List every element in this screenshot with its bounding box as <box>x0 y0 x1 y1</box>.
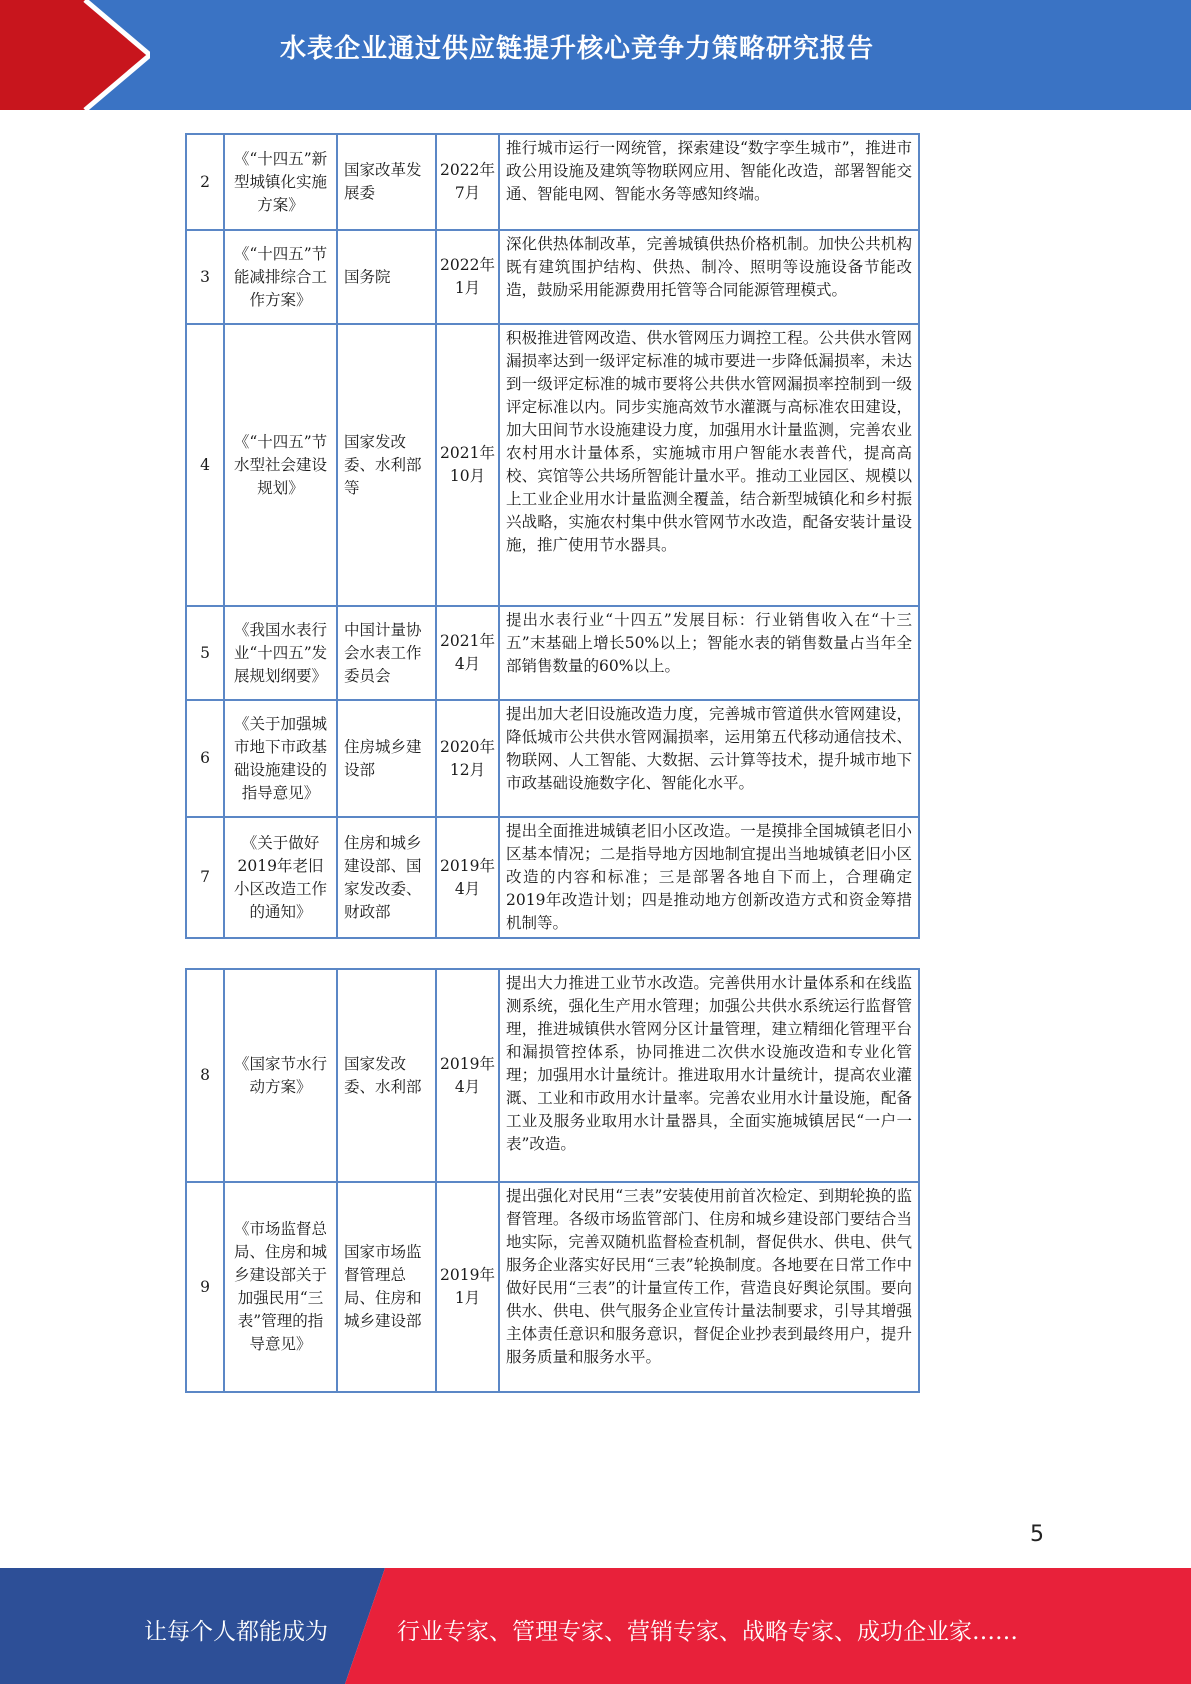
policy-date: 2020年12月 <box>436 700 499 817</box>
policy-issuer: 国务院 <box>337 230 436 324</box>
policy-name: 《“十四五”节能减排综合工作方案》 <box>224 230 337 324</box>
policy-name: 《市场监督总局、住房和城乡建设部关于加强民用“三表”管理的指导意见》 <box>224 1182 337 1392</box>
policy-date: 2021年10月 <box>436 324 499 606</box>
policy-name: 《“十四五”节水型社会建设规划》 <box>224 324 337 606</box>
policy-date: 2022年7月 <box>436 134 499 230</box>
policy-date: 2019年4月 <box>436 817 499 938</box>
policy-date: 2022年1月 <box>436 230 499 324</box>
policy-content: 提出加大老旧设施改造力度，完善城市管道供水管网建设，降低城市公共供水管网漏损率，运用第五代移动通信技术、物联网、人工智能、大数据、云计算等技术，提升城市地下市政基础设施数字化、智能化水平。 <box>499 700 919 817</box>
policy-content: 提出水表行业“十四五”发展目标：行业销售收入在“十三五”末基础上增长50%以上；智能水表的销售数量占当年全部销售数量的60%以上。 <box>499 606 919 700</box>
policy-content: 提出大力推进工业节水改造。完善供用水计量体系和在线监测系统，强化生产用水管理；加强公共供水系统运行监督管理，推进城镇供水管网分区计量管理，建立精细化管理平台和漏损管控体系，协同推进二次供水设施改造和专业化管理；加强用水计量统计。推进取用水计量统计，提高农业灌溉、工业和市政用水计量率。完善农业用水计量设施，配备工业及服务业取用水计量器具，全面实施城镇居民“一户一表”改造。 <box>499 969 919 1182</box>
policy-table-bottom <box>185 968 920 1393</box>
row-number: 5 <box>186 606 224 700</box>
header-chevron-icon <box>0 0 150 110</box>
policy-table-top <box>185 133 920 939</box>
policy-content: 提出强化对民用“三表”安装使用前首次检定、到期轮换的监督管理。各级市场监管部门、住房和城乡建设部门要结合当地实际，完善双随机监督检查机制，督促供水、供电、供气服务企业落实好民用“三表”轮换制度。各地要在日常工作中做好民用“三表”的计量宣传工作，营造良好舆论氛围。要向供水、供电、供气服务企业宣传计量法制要求，引导其增强主体责任意识和服务意识，督促企业抄表到最终用户，提升服务质量和服务水平。 <box>499 1182 919 1392</box>
policy-content: 推行城市运行一网统管，探索建设“数字孪生城市”，推进市政公用设施及建筑等物联网应用、智能化改造，部署智能交通、智能电网、智能水务等感知终端。 <box>499 134 919 230</box>
policy-name: 《我国水表行业“十四五”发展规划纲要》 <box>224 606 337 700</box>
row-number: 8 <box>186 969 224 1182</box>
footer-slogan-right: 行业专家、管理专家、营销专家、战略专家、成功企业家…… <box>397 1619 1018 1645</box>
policy-name: 《国家节水行动方案》 <box>224 969 337 1182</box>
policy-issuer: 国家发改委、水利部等 <box>337 324 436 606</box>
page-header <box>0 0 1191 110</box>
policy-date: 2019年4月 <box>436 969 499 1182</box>
page-number: 5 <box>1030 1522 1044 1547</box>
policy-name: 《关于加强城市地下市政基础设施建设的指导意见》 <box>224 700 337 817</box>
policy-date: 2021年4月 <box>436 606 499 700</box>
table-row <box>186 1182 919 1392</box>
table-row <box>186 324 919 606</box>
row-number: 9 <box>186 1182 224 1392</box>
policy-content: 积极推进管网改造、供水管网压力调控工程。公共供水管网漏损率达到一级评定标准的城市要进一步降低漏损率，未达到一级评定标准的城市要将公共供水管网漏损率控制到一级评定标准以内。同步实施高效节水灌溉与高标准农田建设，加大田间节水设施建设力度，加强用水计量监测，完善农业农村用水计量体系，实施城市用户智能水表普代，提高高校、宾馆等公共场所智能计量水平。推动工业园区、规模以上工业企业用水计量监测全覆盖，结合新型城镇化和乡村振兴战略，实施农村集中供水管网节水改造，配备安装计量设施，推广使用节水器具。 <box>499 324 919 606</box>
policy-date: 2019年1月 <box>436 1182 499 1392</box>
policy-issuer: 国家发改委、水利部 <box>337 969 436 1182</box>
row-number: 6 <box>186 700 224 817</box>
policy-issuer: 住房和城乡建设部、国家发改委、财政部 <box>337 817 436 938</box>
policy-name: 《“十四五”新型城镇化实施方案》 <box>224 134 337 230</box>
row-number: 3 <box>186 230 224 324</box>
policy-content: 深化供热体制改革，完善城镇供热价格机制。加快公共机构既有建筑围护结构、供热、制冷、照明等设施设备节能改造，鼓励采用能源费用托管等合同能源管理模式。 <box>499 230 919 324</box>
table-row <box>186 606 919 700</box>
footer-slogan-left: 让每个人都能成为 <box>144 1619 328 1645</box>
table-row <box>186 230 919 324</box>
policy-issuer: 住房城乡建设部 <box>337 700 436 817</box>
table-row <box>186 134 919 230</box>
policy-name: 《关于做好2019年老旧小区改造工作的通知》 <box>224 817 337 938</box>
table-row <box>186 969 919 1182</box>
report-title: 水表企业通过供应链提升核心竞争力策略研究报告 <box>280 34 875 64</box>
row-number: 4 <box>186 324 224 606</box>
policy-issuer: 国家改革发展委 <box>337 134 436 230</box>
row-number: 2 <box>186 134 224 230</box>
policy-issuer: 国家市场监督管理总局、住房和城乡建设部 <box>337 1182 436 1392</box>
table-row <box>186 817 919 938</box>
page-footer <box>0 1568 1191 1684</box>
row-number: 7 <box>186 817 224 938</box>
table-row <box>186 700 919 817</box>
policy-content: 提出全面推进城镇老旧小区改造。一是摸排全国城镇老旧小区基本情况；二是指导地方因地制宜提出当地城镇老旧小区改造的内容和标准；三是部署各地自下而上，合理确定2019年改造计划；四是推动地方创新改造方式和资金筹措机制等。 <box>499 817 919 938</box>
policy-issuer: 中国计量协会水表工作委员会 <box>337 606 436 700</box>
